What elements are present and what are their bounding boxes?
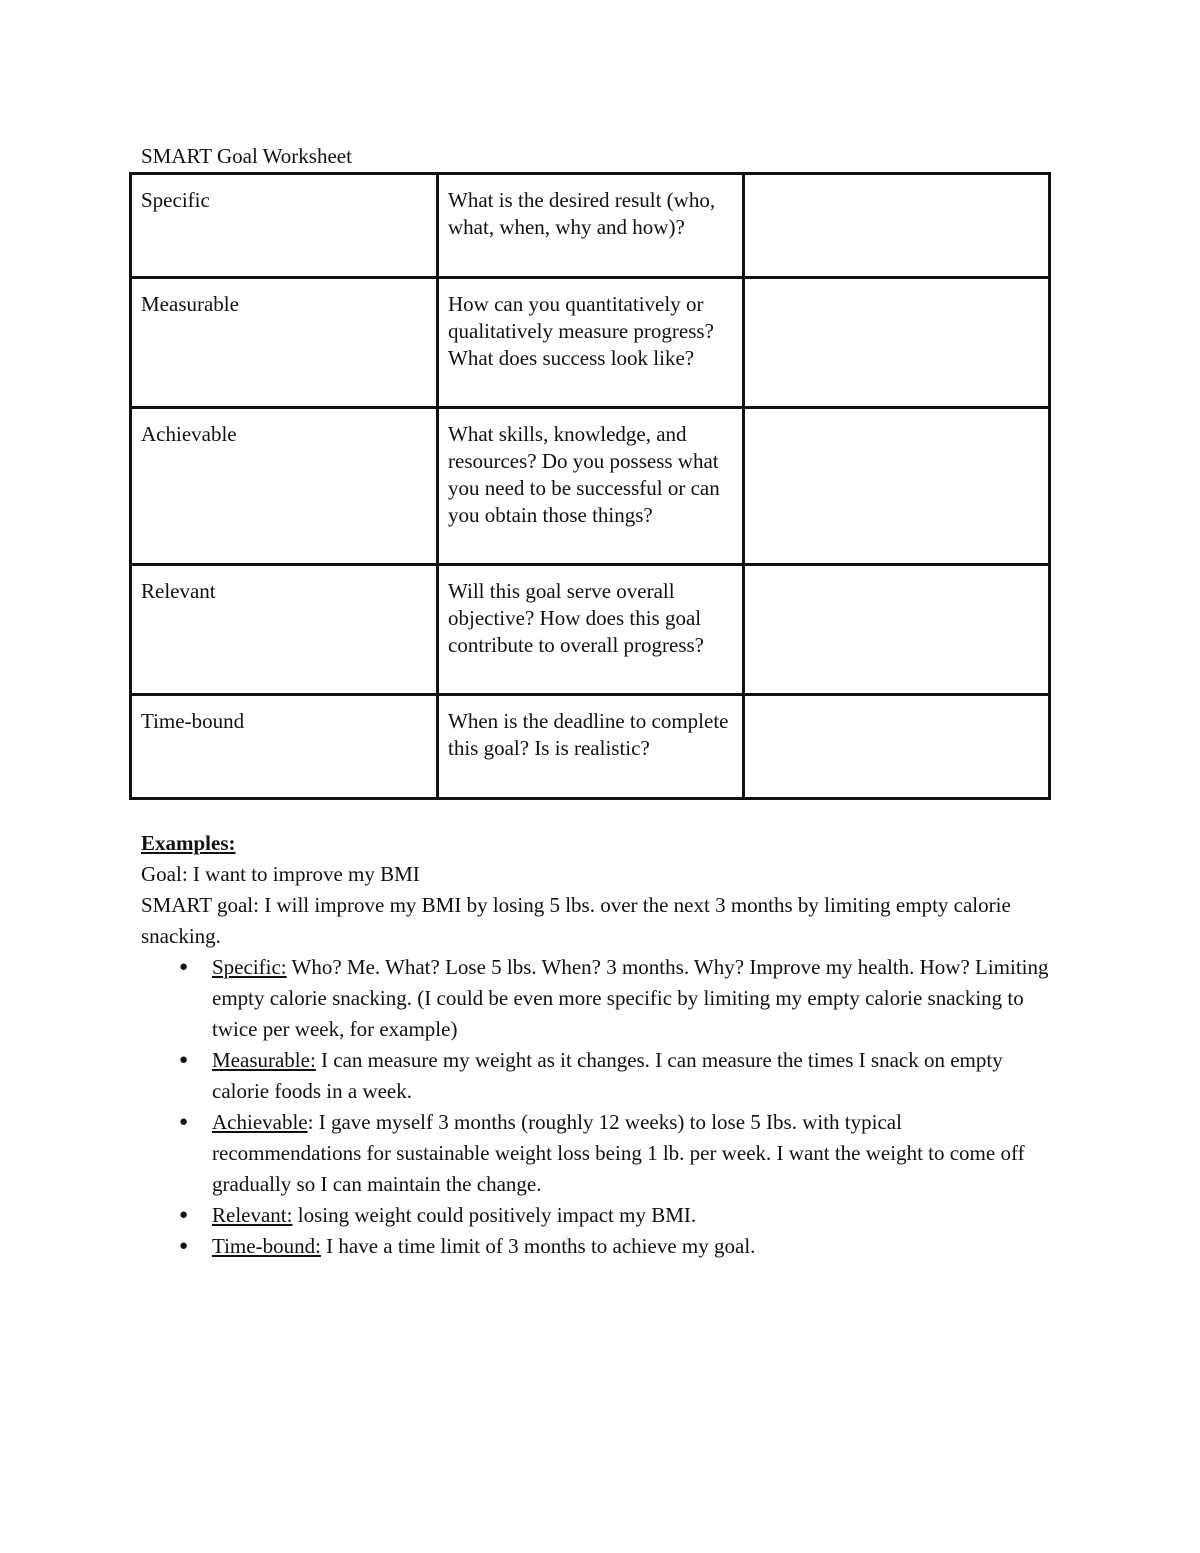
- example-term: Achievable: [212, 1110, 308, 1134]
- example-text: I have a time limit of 3 months to achieve my goal.: [320, 1234, 756, 1258]
- criterion-question: What skills, knowledge, and resources? Do you possess what you need to be successful or can you obtain those things?: [438, 408, 744, 565]
- example-text: Who? Me. What? Lose 5 lbs. When? 3 months. Why? Improve my health. How? Limiting empty calorie snacking. (I could be even more specific by limiting my empty calorie snacking to twice per week, for example): [212, 955, 1049, 1041]
- criterion-question: What is the desired result (who, what, when, why and how)?: [438, 174, 744, 278]
- example-term: Specific:: [212, 955, 287, 979]
- list-item: [141, 952, 1051, 1045]
- answer-cell[interactable]: [744, 174, 1050, 278]
- criterion-question: How can you quantitatively or qualitatively measure progress? What does success look like?: [438, 278, 744, 408]
- answer-cell[interactable]: [744, 565, 1050, 695]
- example-text: I can measure my weight as it changes. I can measure the times I snack on empty calorie foods in a week.: [212, 1048, 1003, 1103]
- list-item: [141, 1231, 1051, 1262]
- example-text: losing weight could positively impact my BMI.: [292, 1203, 697, 1227]
- bullet-icon: ●: [179, 959, 189, 975]
- smart-goal-table: [129, 172, 1051, 800]
- list-item: [141, 1200, 1051, 1231]
- example-smart-goal: SMART goal: I will improve my BMI by losing 5 lbs. over the next 3 months by limiting empty calorie snacking.: [141, 893, 1011, 948]
- criterion-label: Time-bound: [131, 695, 438, 799]
- answer-cell[interactable]: [744, 408, 1050, 565]
- criterion-label: Achievable: [131, 408, 438, 565]
- table-row: [131, 695, 1050, 799]
- example-term: Relevant:: [212, 1203, 293, 1227]
- answer-cell[interactable]: [744, 278, 1050, 408]
- answer-cell[interactable]: [744, 695, 1050, 799]
- bullet-icon: ●: [179, 1207, 189, 1223]
- bullet-icon: ●: [179, 1238, 189, 1254]
- table-row: [131, 278, 1050, 408]
- criterion-question: Will this goal serve overall objective? How does this goal contribute to overall progress?: [438, 565, 744, 695]
- examples-bullet-list: [141, 952, 1051, 1262]
- example-goal: Goal: I want to improve my BMI: [141, 862, 420, 886]
- examples-section: [141, 828, 1051, 1262]
- criterion-question: When is the deadline to complete this goal? Is is realistic?: [438, 695, 744, 799]
- list-item: [141, 1107, 1051, 1200]
- criterion-label: Relevant: [131, 565, 438, 695]
- table-row: [131, 408, 1050, 565]
- criterion-label: Measurable: [131, 278, 438, 408]
- criterion-label: Specific: [131, 174, 438, 278]
- example-text: : I gave myself 3 months (roughly 12 weeks) to lose 5 Ibs. with typical recommendations for sustainable weight loss being 1 lb. per week. I want the weight to come off gradually so I can maintain the change.: [212, 1110, 1025, 1196]
- table-row: [131, 565, 1050, 695]
- example-term: Time-bound:: [212, 1234, 321, 1258]
- example-term: Measurable:: [212, 1048, 316, 1072]
- document-title: SMART Goal Worksheet: [141, 144, 352, 168]
- bullet-icon: ●: [179, 1052, 189, 1068]
- examples-heading: Examples:: [141, 831, 236, 855]
- bullet-icon: ●: [179, 1114, 189, 1130]
- table-row: [131, 174, 1050, 278]
- list-item: [141, 1045, 1051, 1107]
